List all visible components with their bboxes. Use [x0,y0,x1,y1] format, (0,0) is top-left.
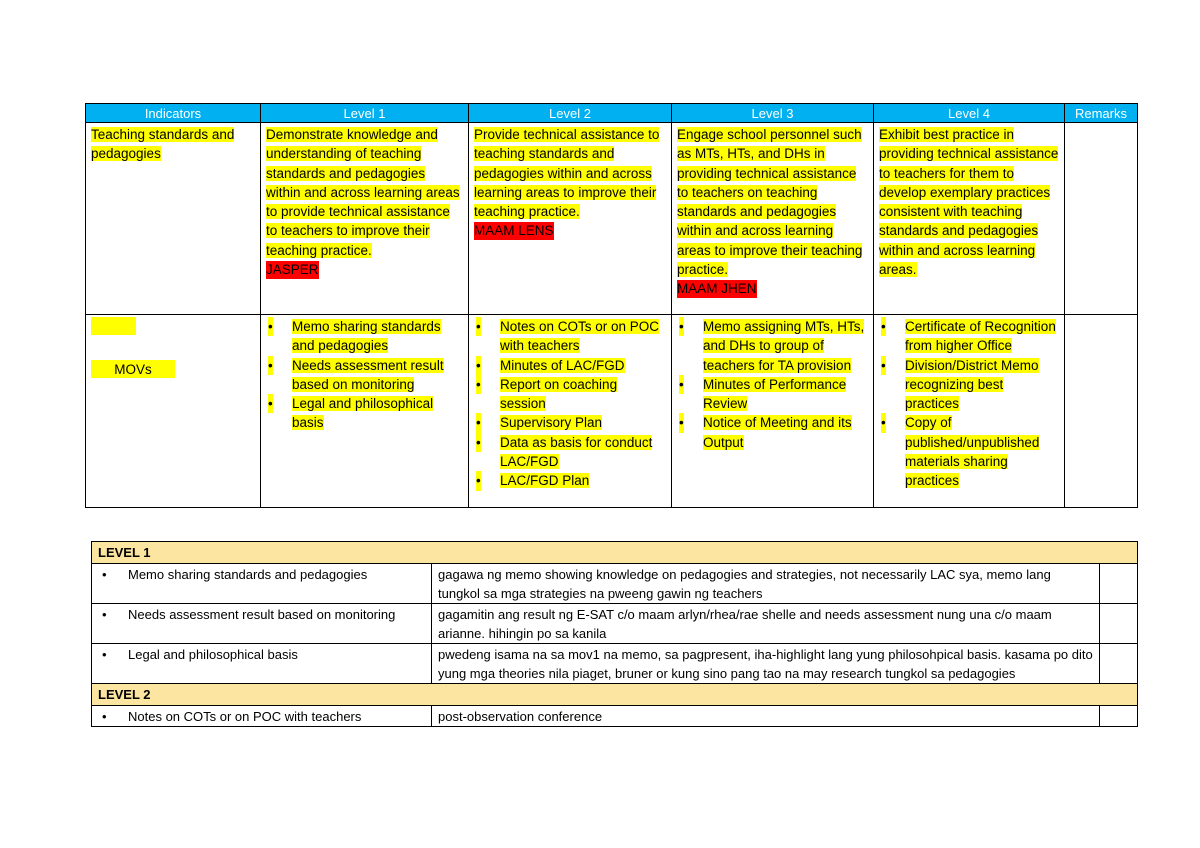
note-text-cell: pwedeng isama na sa mov1 na memo, sa pagpresent, iha-highlight lang yung philosohpical basis. kasama po dito yung mga theories nila piaget, bruner or kung sino pang tao na may research tungkol sa pedagogies [432,644,1100,684]
list-item: • Notes on COTs or on POC with teachers [476,319,660,354]
level-1-assignee-tag: JASPER [266,262,319,278]
note-check-cell[interactable] [1100,564,1138,604]
rubric-row-movs [86,315,1138,508]
note-check-cell[interactable] [1100,644,1138,684]
movs-level-1-cell [261,315,469,508]
list-item: • Division/District Memo recognizing best practices [881,357,1039,412]
level-2-assignee-tag: MAAM LENS [474,223,554,239]
movs-level-1-list [266,317,463,433]
list-item: • Legal and philosophical basis [268,396,434,431]
list-item: • Data as basis for conduct LAC/FGD [476,434,653,470]
blank-highlight [91,317,136,335]
notes-table [91,541,1138,727]
table-row [92,604,1138,644]
list-item: • Needs assessment result based on monitoring [268,357,444,392]
movs-level-2-cell [469,315,672,508]
header-level-3: Level 3 [672,104,874,123]
note-item-cell: • Notes on COTs or on POC with teachers [92,706,432,727]
movs-indicator-cell [86,315,261,508]
note-check-cell[interactable] [1100,604,1138,644]
level-2-description: Provide technical assistance to teaching standards and pedagogies within and across learning areas to improve their teaching practice. [474,127,660,220]
header-indicators: Indicators [86,104,261,123]
notes-level-1-header [92,542,1138,564]
note-text-cell: gagamitin ang result ng E-SAT c/o maam arlyn/rhea/rae shelle and needs assessment nung una c/o maam arianne. hihingin po sa kanila [432,604,1100,644]
movs-level-3-list [677,317,868,452]
movs-level-4-cell [874,315,1065,508]
level-1-description: Demonstrate knowledge and understanding of teaching standards and pedagogies within and across learning areas to provide technical assistance to teachers to improve their teaching practice. [266,127,460,258]
rubric-row-indicator [86,123,1138,315]
movs-remarks-cell [1065,315,1138,508]
list-item: • Memo sharing standards and pedagogies [268,319,441,354]
movs-label: MOVs [91,360,175,378]
note-text-cell: gagawa ng memo showing knowledge on pedagogies and strategies, not necessarily LAC sya, memo lang tungkol sa mga strategies na pweeng gawin ng teachers [432,564,1100,604]
note-item-cell: • Needs assessment result based on monitoring [92,604,432,644]
header-level-1: Level 1 [261,104,469,123]
note-item-cell: • Memo sharing standards and pedagogies [92,564,432,604]
note-item-cell: • Legal and philosophical basis [92,644,432,684]
list-item: • Report on coaching session [476,376,618,412]
level-4-description: Exhibit best practice in providing technical assistance to teachers for them to develop exemplary practices consistent with teaching standards and pedagogies within and across learning areas. [879,127,1059,278]
level-3-description: Engage school personnel such as MTs, HTs, and DHs in providing technical assistance to teachers on teaching standards and pedagogies within and across learning areas to improve their teaching practice. [677,127,863,278]
movs-level-3-cell [672,315,874,508]
list-item: • Notice of Meeting and its Output [679,415,852,450]
header-level-2: Level 2 [469,104,672,123]
note-check-cell[interactable] [1100,706,1138,727]
movs-level-4-list [879,317,1059,491]
rubric-table [85,103,1138,508]
table-row [92,564,1138,604]
list-item: • Supervisory Plan [474,413,666,432]
rubric-header-row [86,104,1138,123]
level-1-title: LEVEL 1 [92,542,1138,564]
header-remarks: Remarks [1065,104,1138,123]
movs-level-2-list [474,317,666,491]
list-item: • Minutes of Performance Review [679,376,847,412]
level-3-assignee-tag: MAAM JHEN [677,281,757,297]
note-text-cell: post-observation conference [432,706,1100,727]
table-row [92,706,1138,727]
remarks-cell [1065,123,1138,315]
list-item: • Minutes of LAC/FGD [474,356,666,375]
level-2-title: LEVEL 2 [92,684,1138,706]
header-level-4: Level 4 [874,104,1065,123]
level-3-cell [672,123,874,315]
notes-level-2-header [92,684,1138,706]
indicator-cell [86,123,261,315]
list-item: • LAC/FGD Plan [474,471,666,490]
level-4-cell [874,123,1065,315]
list-item: • Memo assigning MTs, HTs, and DHs to group of teachers for TA provision [679,319,865,373]
table-row [92,644,1138,684]
list-item: • Certificate of Recognition from higher Office [881,319,1056,354]
level-2-cell [469,123,672,315]
level-1-cell [261,123,469,315]
list-item: • Copy of published/unpublished materials sharing practices [881,415,1040,489]
indicator-text: Teaching standards and pedagogies [91,127,235,162]
